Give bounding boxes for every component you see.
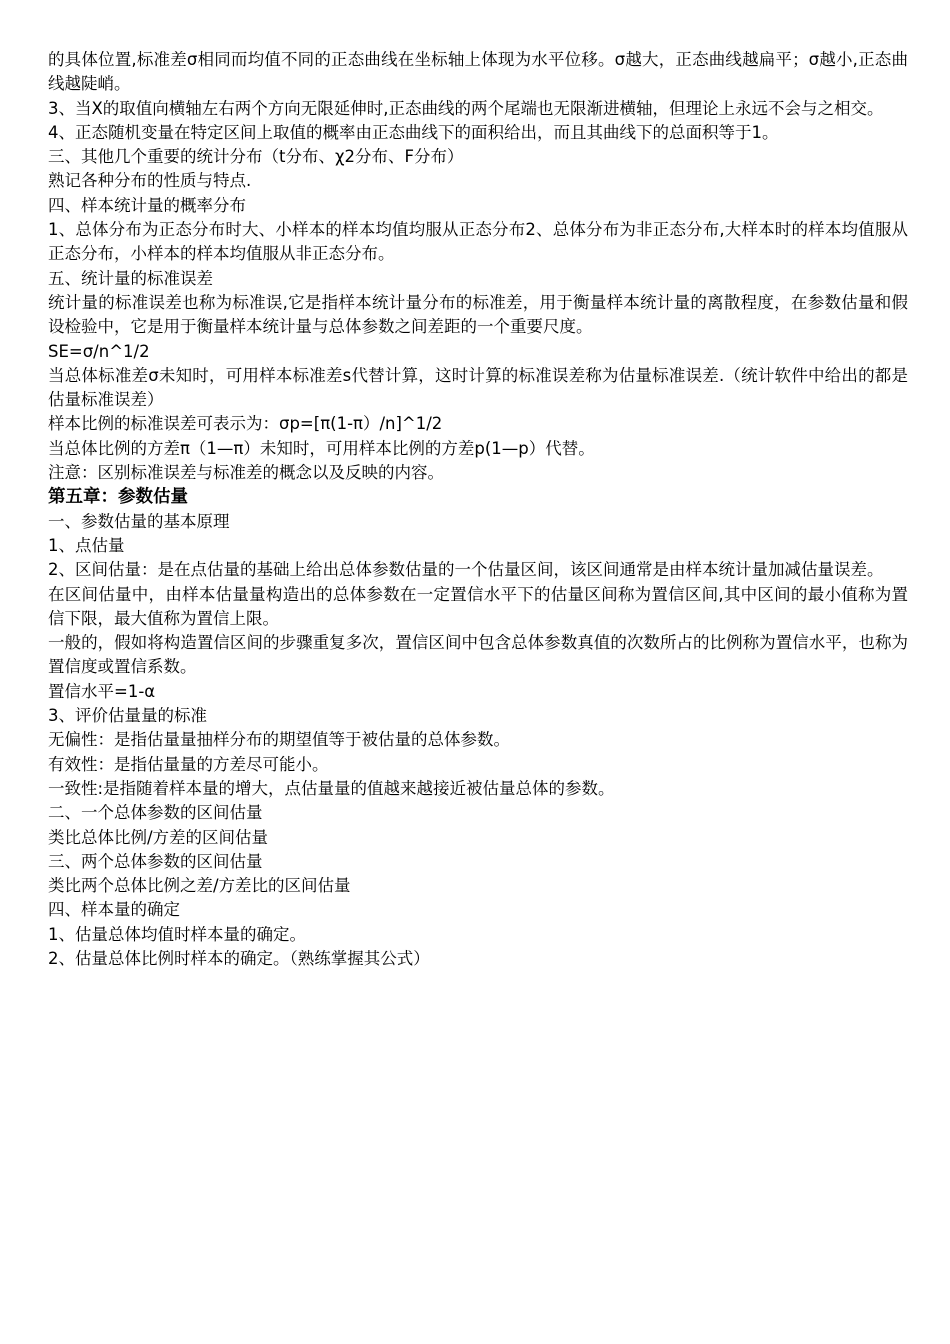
formula-proportion-se: 样本比例的标准误差可表示为：σp=[π(1-π）/n]^1/2 [48, 414, 443, 434]
paragraph-note: 注意：区别标准误差与标准差的概念以及反映的内容。 [48, 463, 444, 483]
heading-sample-size: 四、样本量的确定 [48, 900, 180, 920]
heading-estimation-principles: 一、参数估量的基本原理 [48, 511, 230, 531]
paragraph-point-3: 3、当X的取值向横轴左右两个方向无限延伸时,正态曲线的两个尾端也无限渐进横轴，但理论上永远不会与之相交。 [48, 98, 884, 118]
heading-other-distributions: 三、其他几个重要的统计分布（t分布、χ2分布、F分布） [48, 147, 464, 167]
formula-confidence-level: 置信水平=1-α [48, 681, 156, 701]
item-point-estimation: 1、点估量 [48, 535, 125, 555]
document-page [48, 48, 908, 971]
paragraph-two-populations: 类比两个总体比例之差/方差比的区间估量 [48, 876, 351, 896]
paragraph-proportion-variance: 当总体比例的方差π（1—π）未知时，可用样本比例的方差p(1—p）代替。 [48, 438, 595, 458]
item-sample-size-mean: 1、估量总体均值时样本量的确定。 [48, 924, 306, 944]
paragraph-unbiasedness: 无偏性：是指估量量抽样分布的期望值等于被估量的总体参数。 [48, 730, 510, 750]
chapter-title: 第五章：参数估量 [48, 487, 188, 508]
paragraph-confidence-interval: 在区间估量中，由样本估量量构造出的总体参数在一定置信水平下的估量区间称为置信区间,其中区间的最小值称为置信下限，最大值称为置信上限。 [48, 584, 908, 628]
paragraph-normal-curve-position: 的具体位置,标准差σ相同而均值不同的正态曲线在坐标轴上体现为水平位移。σ越大，正态曲线越扁平；σ越小,正态曲线越陡峭。 [48, 50, 908, 94]
paragraph-standard-error-definition: 统计量的标准误差也称为标准误,它是指样本统计量分布的标准差，用于衡量样本统计量的离散程度，在参数估量和假设检验中，它是用于衡量样本统计量与总体参数之间差距的一个重要尺度。 [48, 292, 908, 337]
paragraph-estimated-standard-error: 当总体标准差σ未知时，可用样本标准差s代替计算，这时计算的标准误差称为估量标准误差.（统计软件中给出的都是估量标准误差） [48, 365, 908, 410]
item-evaluation-criteria: 3、评价估量量的标准 [48, 706, 207, 726]
paragraph-confidence-level: 一般的，假如将构造置信区间的步骤重复多次，置信区间中包含总体参数真值的次数所占的比例称为置信水平，也称为置信度或置信系数。 [48, 633, 908, 677]
heading-one-population: 二、一个总体参数的区间估量 [48, 803, 263, 823]
heading-two-populations: 三、两个总体参数的区间估量 [48, 851, 263, 871]
paragraph-memorize: 熟记各种分布的性质与特点. [48, 171, 252, 191]
item-interval-estimation: 2、区间估量：是在点估量的基础上给出总体参数估量的一个估量区间，该区间通常是由样本统计量加减估量误差。 [48, 560, 884, 580]
heading-sample-statistic-distribution: 四、样本统计量的概率分布 [48, 195, 246, 215]
paragraph-point-4: 4、正态随机变量在特定区间上取值的概率由正态曲线下的面积给出，而且其曲线下的总面积等于1。 [48, 122, 779, 142]
paragraph-sample-mean-distribution: 1、总体分布为正态分布时大、小样本的样本均值均服从正态分布2、总体分布为非正态分布,大样本时的样本均值服从正态分布，小样本的样本均值服从非正态分布。 [48, 220, 908, 264]
heading-standard-error: 五、统计量的标准误差 [48, 268, 213, 288]
paragraph-consistency: 一致性:是指随着样本量的增大，点估量量的值越来越接近被估量总体的参数。 [48, 778, 615, 798]
paragraph-efficiency: 有效性：是指估量量的方差尽可能小。 [48, 754, 329, 774]
item-sample-size-proportion: 2、估量总体比例时样本的确定。（熟练掌握其公式） [48, 948, 430, 968]
formula-se: SE=σ/n^1/2 [48, 341, 150, 361]
paragraph-one-population: 类比总体比例/方差的区间估量 [48, 827, 269, 847]
